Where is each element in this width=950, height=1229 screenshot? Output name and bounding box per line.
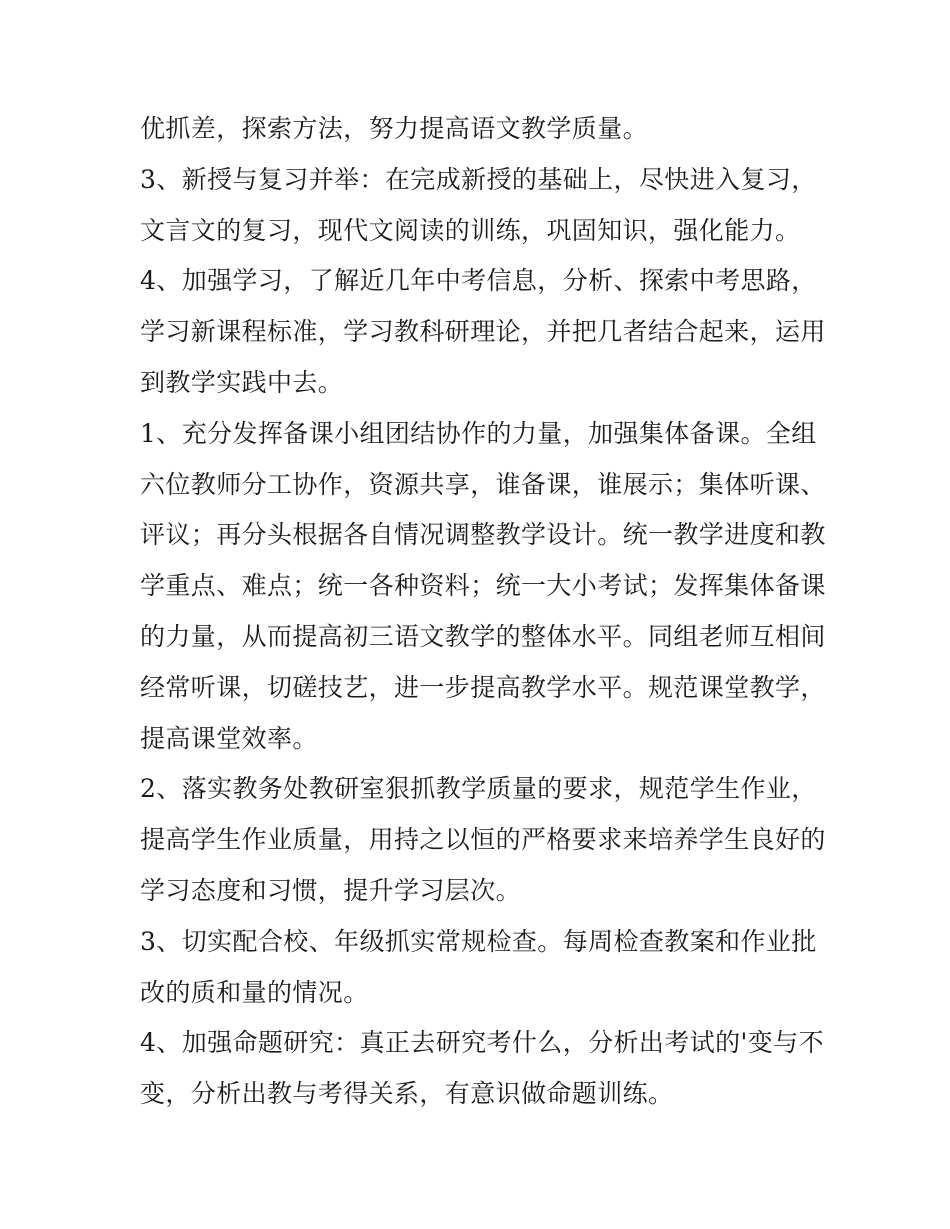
text-line: 六位教师分工协作，资源共享，谁备课，谁展示；集体听课、 [140, 469, 826, 499]
text-line: 学重点、难点；统一各种资料；统一大小考试；发挥集体备课 [140, 571, 826, 601]
text-line: 4、加强命题研究：真正去研究考什么，分析出考试的'变与不 [140, 1028, 824, 1058]
text-line: 评议；再分头根据各自情况调整教学设计。统一教学进度和教 [140, 520, 826, 550]
text-line: 学习态度和习惯，提升学习层次。 [140, 875, 522, 905]
text-line: 3、新授与复习并举：在完成新授的基础上，尽快进入复习， [140, 164, 817, 194]
text-line: 提高学生作业质量，用持之以恒的严格要求来培养学生良好的 [140, 825, 826, 855]
text-line: 学习新课程标准，学习教科研理论，并把几者结合起来，运用 [140, 317, 826, 347]
text-line: 文言文的复习，现代文阅读的训练，巩固知识，强化能力。 [140, 215, 801, 245]
document-body [140, 104, 830, 1120]
text-line: 改的质和量的情况。 [140, 977, 369, 1007]
text-line: 提高课堂效率。 [140, 723, 318, 753]
text-line: 2、落实教务处教研室狠抓教学质量的要求，规范学生作业， [140, 774, 817, 804]
text-line: 4、加强学习，了解近几年中考信息，分析、探索中考思路， [140, 266, 817, 296]
text-line: 经常听课，切磋技艺，进一步提高教学水平。规范课堂教学， [140, 672, 826, 702]
text-line: 3、切实配合校、年级抓实常规检查。每周检查教案和作业批 [140, 926, 817, 956]
text-line: 1、充分发挥备课小组团结协作的力量，加强集体备课。全组 [140, 418, 817, 448]
text-line: 的力量，从而提高初三语文教学的整体水平。同组老师互相间 [140, 621, 826, 651]
text-line: 优抓差，探索方法，努力提高语文教学质量。 [140, 114, 649, 143]
text-line: 到教学实践中去。 [140, 367, 344, 397]
text-line: 变，分析出教与考得关系，有意识做命题训练。 [140, 1079, 674, 1109]
